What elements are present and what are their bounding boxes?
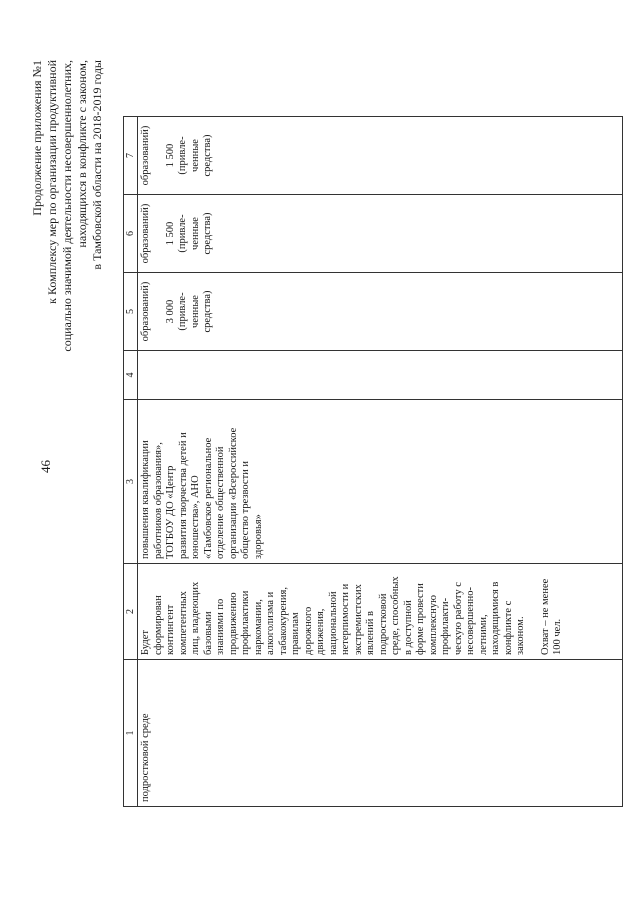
result-line: сформирован <box>152 595 164 655</box>
funding-line: средства) <box>202 134 213 177</box>
result-line: ческую работу с <box>452 582 464 655</box>
header-line: находящихся в конфликте с законом, <box>75 60 89 248</box>
result-line: Будет <box>140 630 151 655</box>
measures-table <box>123 116 623 807</box>
result-line: контингент <box>165 604 176 655</box>
executor-line: юношества», АНО <box>190 475 201 559</box>
result-line: подростковой <box>377 593 389 655</box>
funding-col6-cell <box>138 195 623 273</box>
funding-line: ченные <box>189 217 201 250</box>
measure-name: подростковой среде <box>140 713 151 802</box>
result-line: наркомании, <box>252 599 264 655</box>
executor-line: работников образования», <box>152 442 164 559</box>
result-line: комплексную <box>427 595 439 655</box>
result-line: конфликте с <box>502 600 514 655</box>
result-line: экстремистских <box>352 584 364 655</box>
measure-name-cell <box>138 660 623 807</box>
funding-line: (привле- <box>177 292 188 331</box>
executor-line: «Тамбовское региональное <box>202 437 214 559</box>
result-line: компетентных <box>177 591 189 655</box>
executor-line: развития творчества детей и <box>177 432 189 559</box>
result-line: продвижению <box>227 592 239 655</box>
funding-line: ченные <box>189 295 201 328</box>
coverage-line: 100 чел. <box>552 618 563 655</box>
funding-amount: 1 500 <box>164 143 176 168</box>
funding-amount: 1 500 <box>164 221 176 246</box>
funding-col7-cell <box>138 117 623 195</box>
result-line: законом. <box>515 616 526 655</box>
table-row <box>138 117 623 807</box>
column-number: 3 <box>124 400 138 564</box>
result-line: явлений в <box>365 611 376 655</box>
spacer <box>153 121 165 190</box>
executor-line: отделение общественной <box>215 446 226 559</box>
funding-line: ченные <box>189 139 201 172</box>
page-number: 46 <box>38 460 53 473</box>
result-line: форме провести <box>415 583 426 655</box>
header-line: к Комплексу мер по организации продуктивной <box>45 60 59 304</box>
result-line: профилактики <box>240 590 251 655</box>
spacer <box>528 568 540 655</box>
column-number: 1 <box>124 660 138 807</box>
executor-line: ТОГБОУ ДО «Центр <box>165 465 176 559</box>
result-line: базовыми <box>202 611 214 655</box>
coverage-line: Охват – не менее <box>539 578 551 655</box>
result-line: нетерпимости и <box>340 583 351 655</box>
spacer <box>153 277 165 346</box>
result-line: находящимися в <box>490 581 501 655</box>
expected-result-cell <box>138 564 623 660</box>
result-line: движения, <box>315 608 326 655</box>
header-line: в Тамбовской области на 2018-2019 годы <box>90 60 104 270</box>
funding-line: средства) <box>202 290 213 333</box>
result-line: национальной <box>327 591 339 655</box>
empty-cell <box>138 351 623 400</box>
result-line: правилам <box>290 612 301 655</box>
result-line: профилакти- <box>440 597 451 655</box>
funding-line: образований) <box>140 203 151 264</box>
column-number: 2 <box>124 564 138 660</box>
column-number-row <box>124 117 138 807</box>
column-number: 7 <box>124 117 138 195</box>
executor-line: общество трезвости и <box>240 460 251 559</box>
funding-2018-cell <box>138 273 623 351</box>
result-line: лиц, владеющих <box>190 581 201 655</box>
executor-line: организации «Всероссийское <box>227 427 239 559</box>
result-line: алкоголизма и <box>265 591 276 655</box>
column-number: 4 <box>124 351 138 400</box>
appendix-header <box>30 60 105 540</box>
column-number: 5 <box>124 273 138 351</box>
header-line: социально значимой деятельности несовершеннолетних, <box>60 60 74 352</box>
funding-line: (привле- <box>177 214 188 253</box>
executors-cell <box>138 400 623 564</box>
funding-amount: 3 000 <box>164 299 176 324</box>
result-line: знаниями по <box>215 598 226 655</box>
result-line: летними, <box>477 614 489 655</box>
funding-line: образований) <box>140 281 151 342</box>
result-line: дорожного <box>302 606 314 655</box>
funding-line: (привле- <box>177 136 188 175</box>
result-line: в доступной <box>402 600 414 655</box>
result-line: несовершенно- <box>465 587 476 655</box>
spacer <box>153 199 165 268</box>
funding-line: образований) <box>140 125 151 186</box>
executor-line: повышения квалификации <box>140 440 151 559</box>
result-line: среде, способных <box>390 576 401 655</box>
result-line: табакокурения, <box>277 586 289 655</box>
executor-line: здоровья» <box>252 514 264 559</box>
column-number: 6 <box>124 195 138 273</box>
funding-line: средства) <box>202 212 213 255</box>
header-line: Продолжение приложения №1 <box>30 60 44 216</box>
